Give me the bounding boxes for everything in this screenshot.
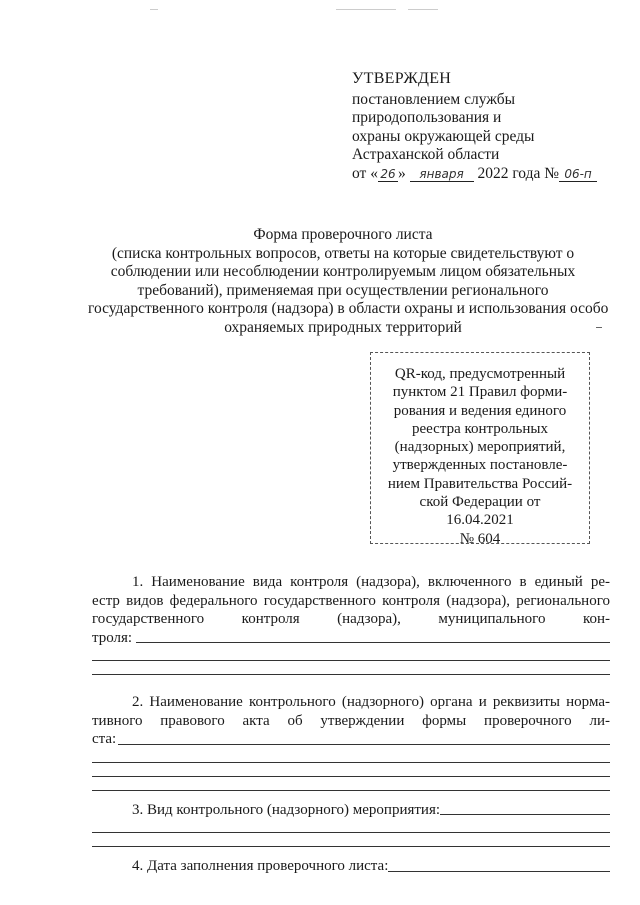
qr-code-box [370, 352, 590, 547]
item-2-blank-line[interactable] [92, 776, 610, 777]
item-1-line: 1. Наименование вида контроля (надзора), включенного в единый ре- [132, 574, 610, 590]
approval-line: природопользования и [352, 109, 502, 126]
scan-artifact [150, 9, 158, 10]
item-3-blank-line[interactable] [92, 846, 610, 847]
item-1-fill-line [92, 629, 610, 648]
item-2-answer-field[interactable] [118, 744, 610, 745]
title-line: требований), применяемая при осуществлении регионального [137, 281, 549, 299]
item-4-answer-field[interactable] [388, 871, 610, 872]
handwritten-number: 06-п [559, 167, 597, 182]
scan-artifact [336, 9, 396, 10]
handwritten-month: января [410, 167, 474, 182]
qr-box-line: рования и ведения единого [393, 402, 567, 419]
qr-box-line: 16.04.2021 [446, 512, 514, 529]
qr-box-line: (надзорных) мероприятий, [394, 439, 566, 456]
item-1-label: троля: [92, 629, 133, 646]
item-2-blank-line[interactable] [92, 762, 610, 763]
qr-box-line: пунктом 21 Правил форми- [392, 384, 568, 401]
qr-box-line: утвержденных постановле- [392, 457, 568, 474]
title-line: Форма проверочного листа [253, 226, 433, 243]
qr-box-line: реестра контрольных [411, 420, 549, 437]
item-1-blank-line[interactable] [92, 660, 610, 661]
title-line: соблюдении или несоблюдении контролируемым лицом обязательных [110, 263, 576, 280]
item-3-answer-field[interactable] [440, 814, 610, 815]
item-1-line: государственного контроля (надзора), муниципального кон- [92, 611, 610, 627]
item-4-label: 4. Дата заполнения проверочного листа: [132, 858, 389, 874]
item-1-answer-field[interactable] [136, 642, 610, 643]
title-line: охраняемых природных территорий [224, 318, 462, 336]
item-2-line: 2. Наименование контрольного (надзорного) органа и реквизиты норма- [132, 694, 610, 710]
item-2-label: ста: [92, 731, 117, 747]
handwritten-day: 26 [378, 167, 398, 182]
qr-box-line: № 604 [459, 530, 501, 547]
form-items [92, 573, 610, 876]
item-2-blank-line[interactable] [92, 790, 610, 791]
approval-line: постановлением службы [352, 90, 516, 108]
date-quote-close: » [397, 164, 406, 182]
qr-box-line: QR-код, предусмотренный [394, 366, 566, 382]
item-1-line: естр видов федерального государственного контроля (надзора), регионального [92, 592, 610, 609]
item-3-line [92, 801, 610, 820]
item-1-blank-line[interactable] [92, 674, 610, 675]
approval-line: Астраханской области [352, 146, 500, 163]
item-2-fill-line [92, 730, 610, 749]
date-year: 2022 года № [477, 164, 560, 182]
date-prefix: от « [352, 164, 378, 182]
item-2-line: тивного правового акта об утверждении формы проверочного ли- [92, 712, 610, 729]
approval-block [352, 70, 612, 183]
title-line: государственного контроля (надзора) в области охраны и использования особо [88, 300, 609, 317]
approval-line: охраны окружающей среды [352, 127, 535, 145]
qr-box-line: ской Федерации от [419, 494, 541, 511]
margin-mark [596, 327, 602, 328]
title-line: (списка контрольных вопросов, ответы на которые свидетельствуют о [111, 244, 575, 262]
item-3-blank-line[interactable] [92, 832, 610, 833]
scan-artifact [408, 9, 438, 10]
form-title [88, 226, 609, 337]
qr-box-line: нием Правительства Россий- [387, 475, 573, 492]
item-4-line [92, 857, 610, 876]
approval-date-line [352, 165, 612, 184]
item-3-label: 3. Вид контрольного (надзорного) мероприятия: [132, 801, 441, 818]
approval-heading: УТВЕРЖДЕН [352, 70, 452, 87]
